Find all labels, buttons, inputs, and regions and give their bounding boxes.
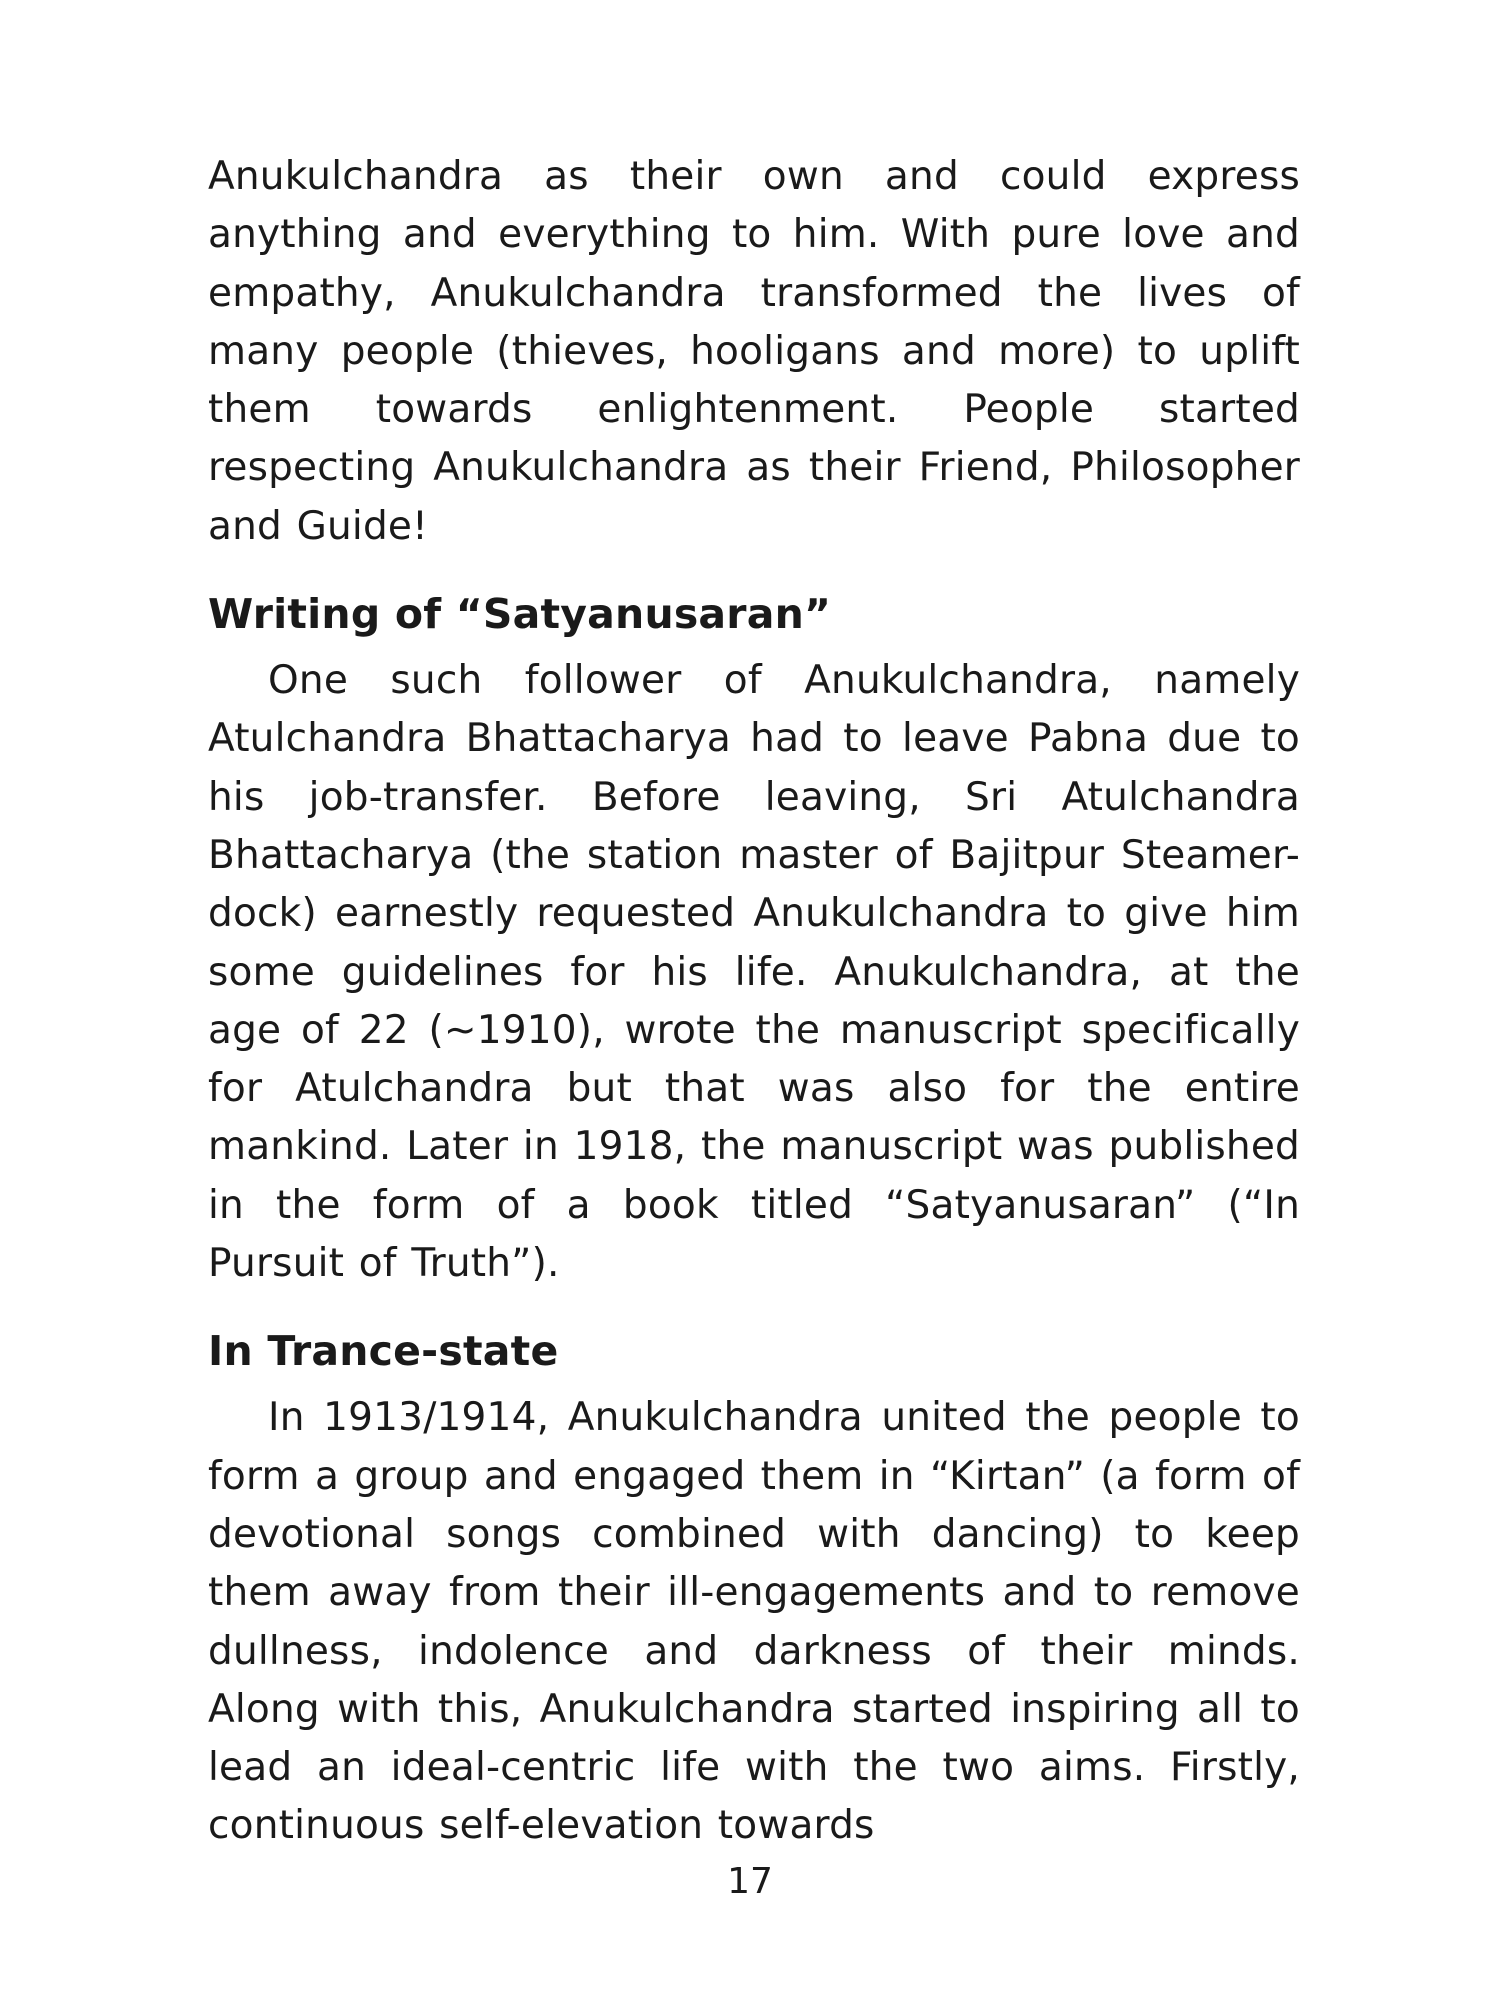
- section-heading-trance-state: In Trance-state: [208, 1327, 559, 1376]
- trance-state-paragraph: In 1913/1914, Anukulchandra united the people to form a group and engaged them in “Kirtan” (a form of devotional songs combined with dancing) to keep them away from their ill-engagements and to remove dullness, indolence and darkness of their minds. Along with this, Anukulchandra started inspiring all to lead an ideal-centric life with the two aims. Firstly, continuous self-elevation towards: [208, 1395, 1300, 1849]
- section-heading-satyanusaran: Writing of “Satyanusaran”: [208, 590, 832, 639]
- page-number: 17: [727, 1861, 773, 1902]
- intro-paragraph: Anukulchandra as their own and could express anything and everything to him. With pure love and empathy, Anukulchandra transformed the lives of many people (thieves, hooligans and more) to uplift them towards enlightenment. People started respecting Anukulchandra as their Friend, Philosopher and Guide!: [208, 154, 1300, 549]
- satyanusaran-paragraph: One such follower of Anukulchandra, namely Atulchandra Bhattacharya had to leave Pabna due to his job-transfer. Before leaving, Sri Atulchandra Bhattacharya (the station master of Bajitpur Steamer-dock) earnestly requested Anukulchandra to give him some guidelines for his life. Anukulchandra, at the age of 22 (~1910), wrote the manuscript specifically for Atulchandra but that was also for the entire mankind. Later in 1918, the manuscript was published in the form of a book titled “Satyanusaran” (“In Pursuit of Truth”).: [208, 658, 1300, 1287]
- page-content: [208, 148, 1300, 1856]
